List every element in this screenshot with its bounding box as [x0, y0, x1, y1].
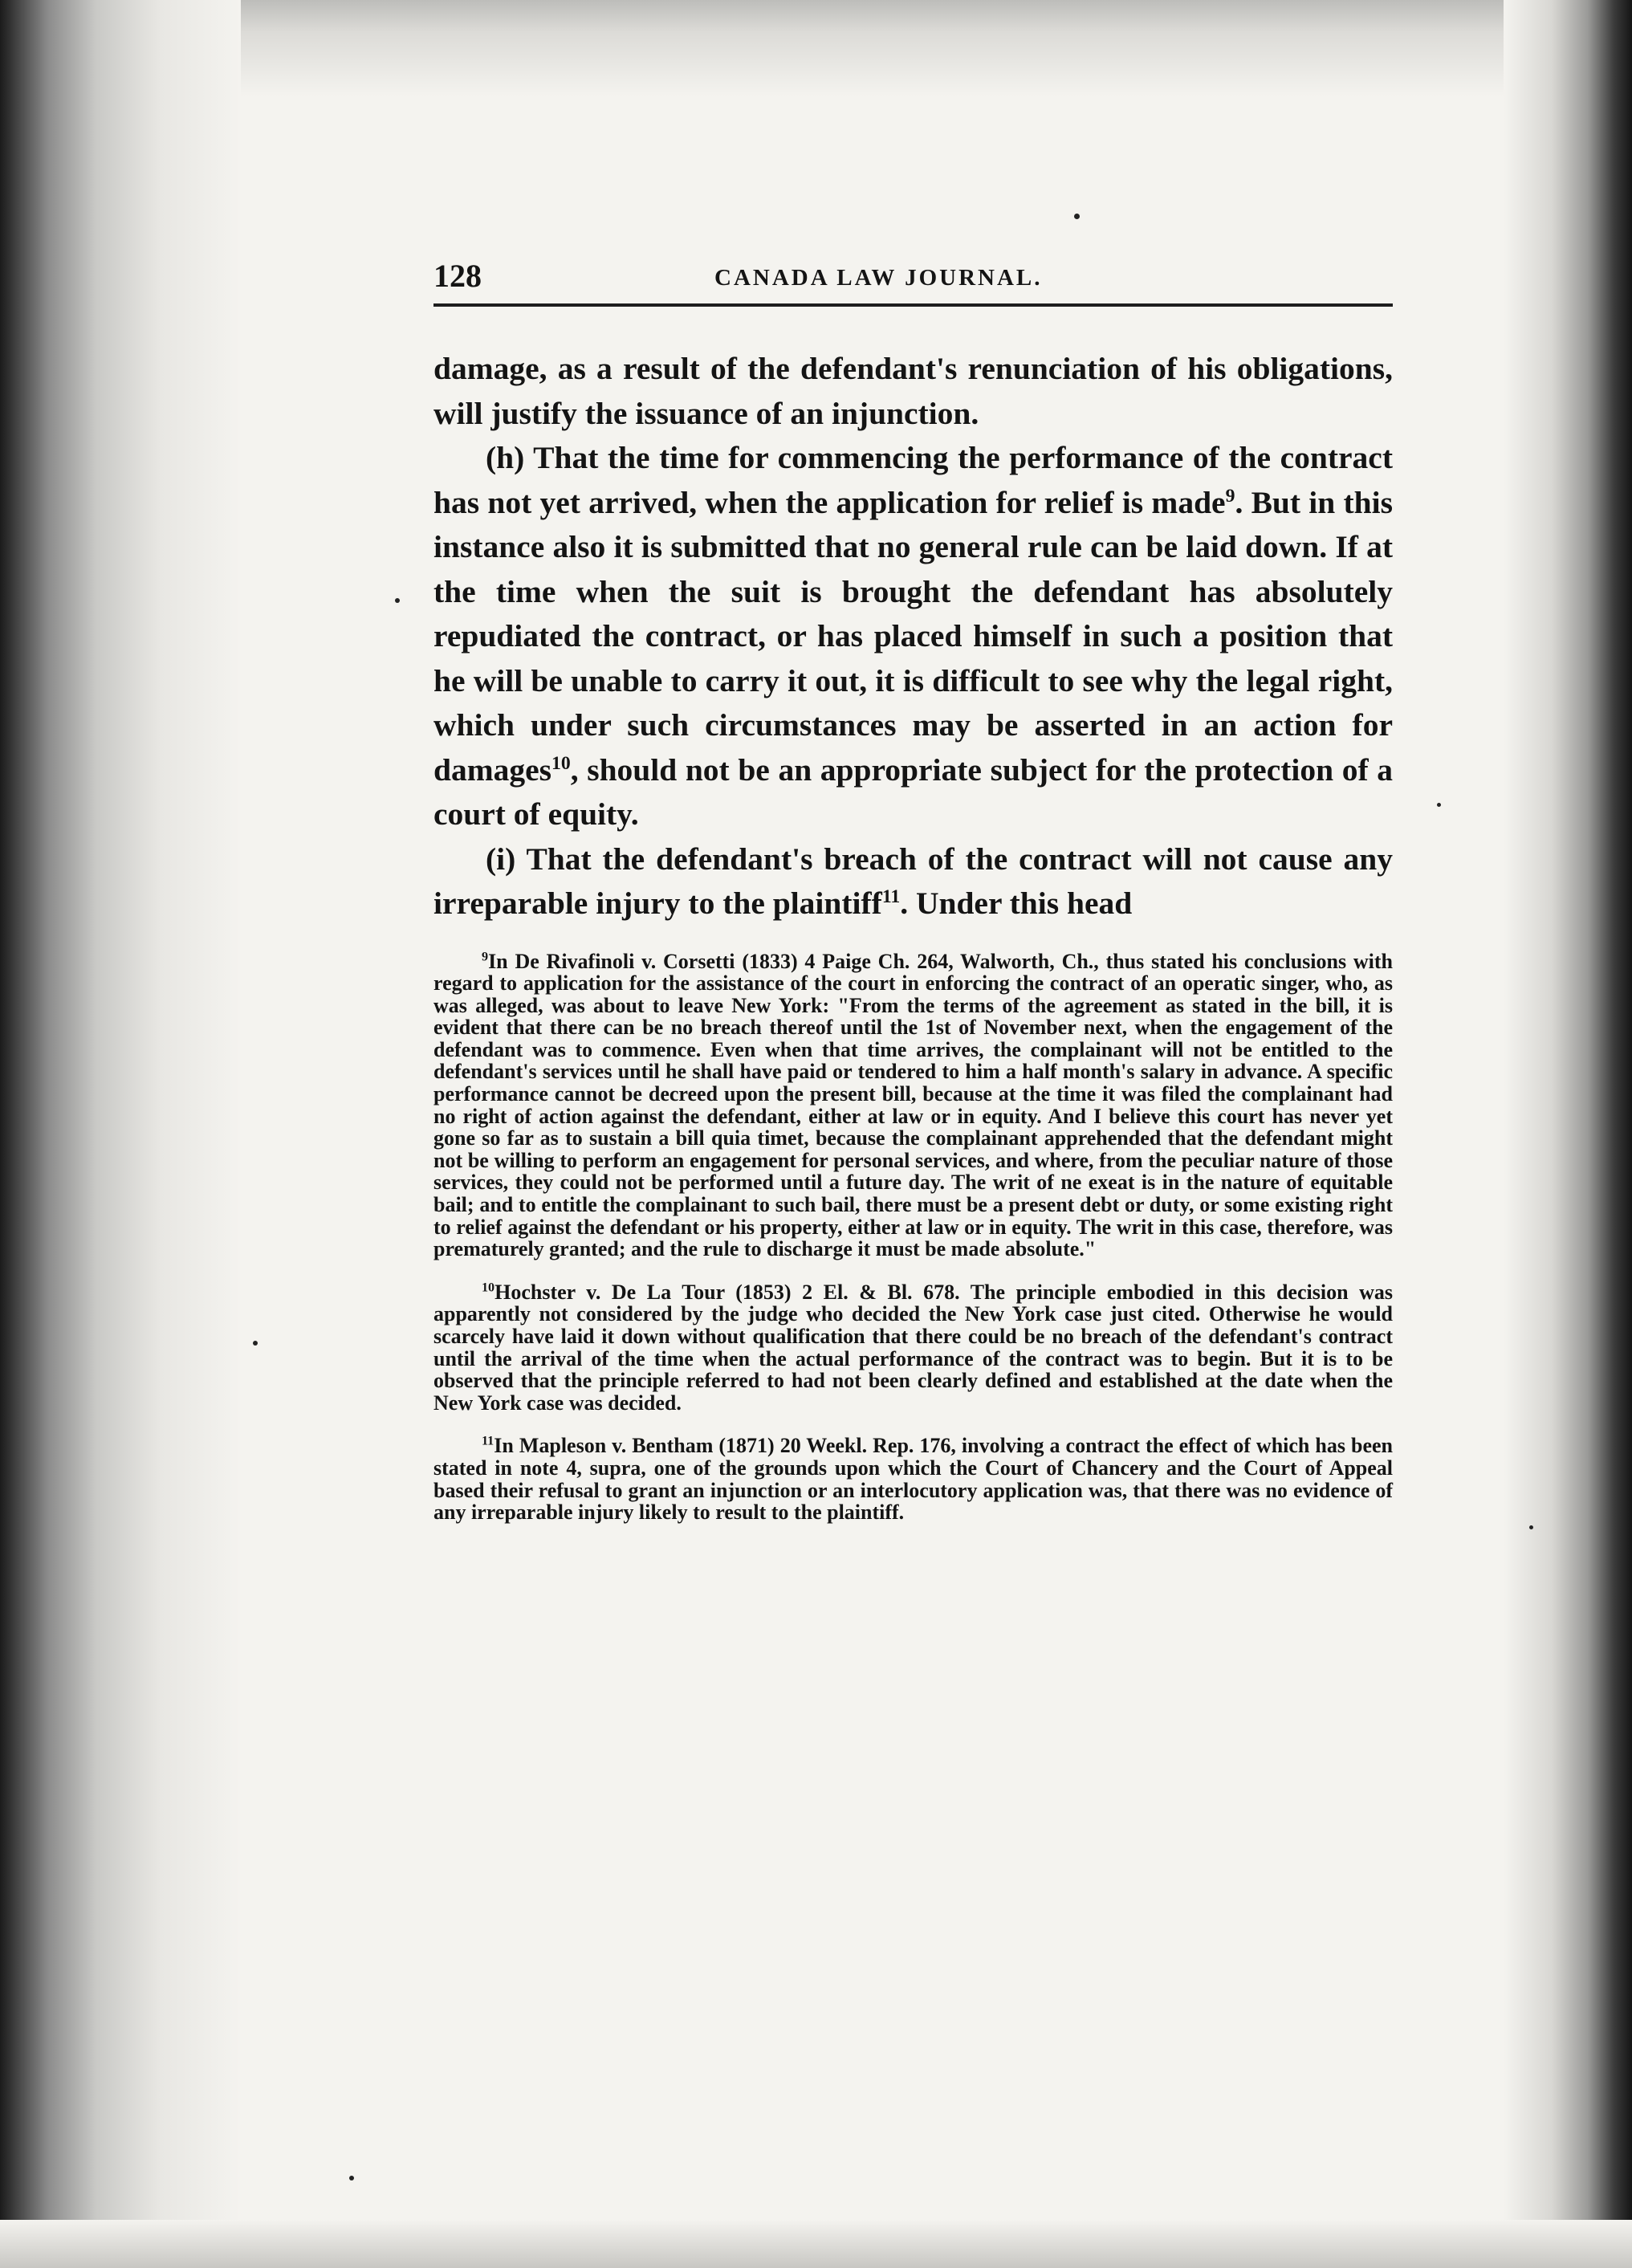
- paragraph-h-text-2: . But in this instance also it is submitted that no general rule can be laid down. If at the time when the suit is brought the defendant has absolutely repudiated the contract, or has placed himself in such a position that he will be unable to carry it out, it is difficult to see why the legal right, which under such circumstances may be asserted in an action for damages: [433, 484, 1393, 788]
- footnote-11-mark: 11: [482, 1434, 494, 1448]
- footnote-10-text: Hochster v. De La Tour (1853) 2 El. & Bl. 678. The principle embodied in this decision was apparently not considered by the judge who decided the New York case just cited. Otherwise he would scarcely have laid it down without qualification that there could be no breach of the defendant's contract until the arrival of the time when the actual performance of the contract was to begin. But it is to be observed that the principle referred to had not been clearly defined and established at the date when the New York case was decided.: [433, 1280, 1393, 1415]
- scan-speck: [253, 1341, 258, 1346]
- scan-speck: [1437, 803, 1441, 807]
- scan-speck: [395, 598, 400, 603]
- footnote-9-mark: 9: [482, 949, 489, 963]
- paragraph-continuation: damage, as a result of the defendant's renunciation of his obligations, will justify the issuance of an injunction.: [433, 351, 1393, 431]
- scan-top-shadow: [0, 0, 1632, 96]
- footnote-11: [433, 1435, 1393, 1523]
- footnote-10: [433, 1281, 1393, 1415]
- footnotes: [433, 951, 1393, 1524]
- paragraph-h-text-3: , should not be an appropriate subject for the protection of a court of equity.: [433, 751, 1393, 832]
- footnote-9: [433, 951, 1393, 1260]
- footnote-ref-11: 11: [881, 886, 901, 907]
- page-number: 128: [433, 258, 482, 294]
- footnote-11-text: In Mapleson v. Bentham (1871) 20 Weekl. Rep. 176, involving a contract the effect of which has been stated in note 4, supra, one of the grounds upon which the Court of Chancery and the Court of Appeal based their refusal to grant an injunction or an interlocutory application was, that there was no evidence of any irreparable injury likely to result to the plaintiff.: [433, 1434, 1393, 1525]
- scan-bottom-shadow: [0, 2220, 1632, 2268]
- scan-speck: [1074, 214, 1080, 219]
- footnote-10-mark: 10: [482, 1281, 495, 1295]
- scan-speck: [349, 2176, 354, 2180]
- scan-speck: [1529, 1525, 1533, 1529]
- footnote-ref-10: 10: [551, 752, 571, 774]
- paragraph-i-text: (i) That the defendant's breach of the contract will not cause any irreparable injury to the plaintiff: [433, 841, 1393, 921]
- paragraph-h-text: (h) That the time for commencing the performance of the contract has not yet arrived, when the application for relief is made: [433, 440, 1393, 520]
- paragraph-i: [433, 837, 1393, 926]
- footnote-9-text: In De Rivafinoli v. Corsetti (1833) 4 Paige Ch. 264, Walworth, Ch., thus stated his conclusions with regard to application for the assistance of the court in enforcing the contract of an operatic singer, who, as was alleged, was about to leave New York: "From the terms of the agreement as stated in the bill, it is evident that there can be no breach thereof until the 1st of November next, when the engagement of the defendant was to commence. Even when that time arrives, the complainant will not be entitled to the defendant's services until he shall have paid or tendered to him a half month's salary in advance. A specific performance cannot be decreed upon the present bill, because at the time it was filed the complainant had no right of action against the defendant, either at law or in equity. And I believe this court has never yet gone so far as to sustain a bill quia timet, because the complainant apprehended that the defendant might not be willing to perform an engagement for personal services, and where, from the peculiar nature of those services, they could not be performed until a future day. The writ of ne exeat is in the nature of equitable bail; and to entitle the complainant to such bail, there must be a present debt or duty, or some existing right to relief against the defendant or his property, either at law or in equity. The writ in this case, therefore, was prematurely granted; and the rule to discharge it must be made absolute.": [433, 949, 1393, 1261]
- page-header: [433, 257, 1393, 307]
- main-text: [433, 347, 1393, 926]
- journal-page: [433, 257, 1393, 1545]
- paragraph-i-text-2: . Under this head: [900, 886, 1133, 921]
- running-title: CANADA LAW JOURNAL.: [714, 265, 1043, 291]
- footnote-ref-9: 9: [1225, 485, 1235, 507]
- scan-right-edge-shadow: [1504, 0, 1632, 2268]
- scan-binding-shadow: [0, 0, 241, 2268]
- paragraph-h: [433, 436, 1393, 837]
